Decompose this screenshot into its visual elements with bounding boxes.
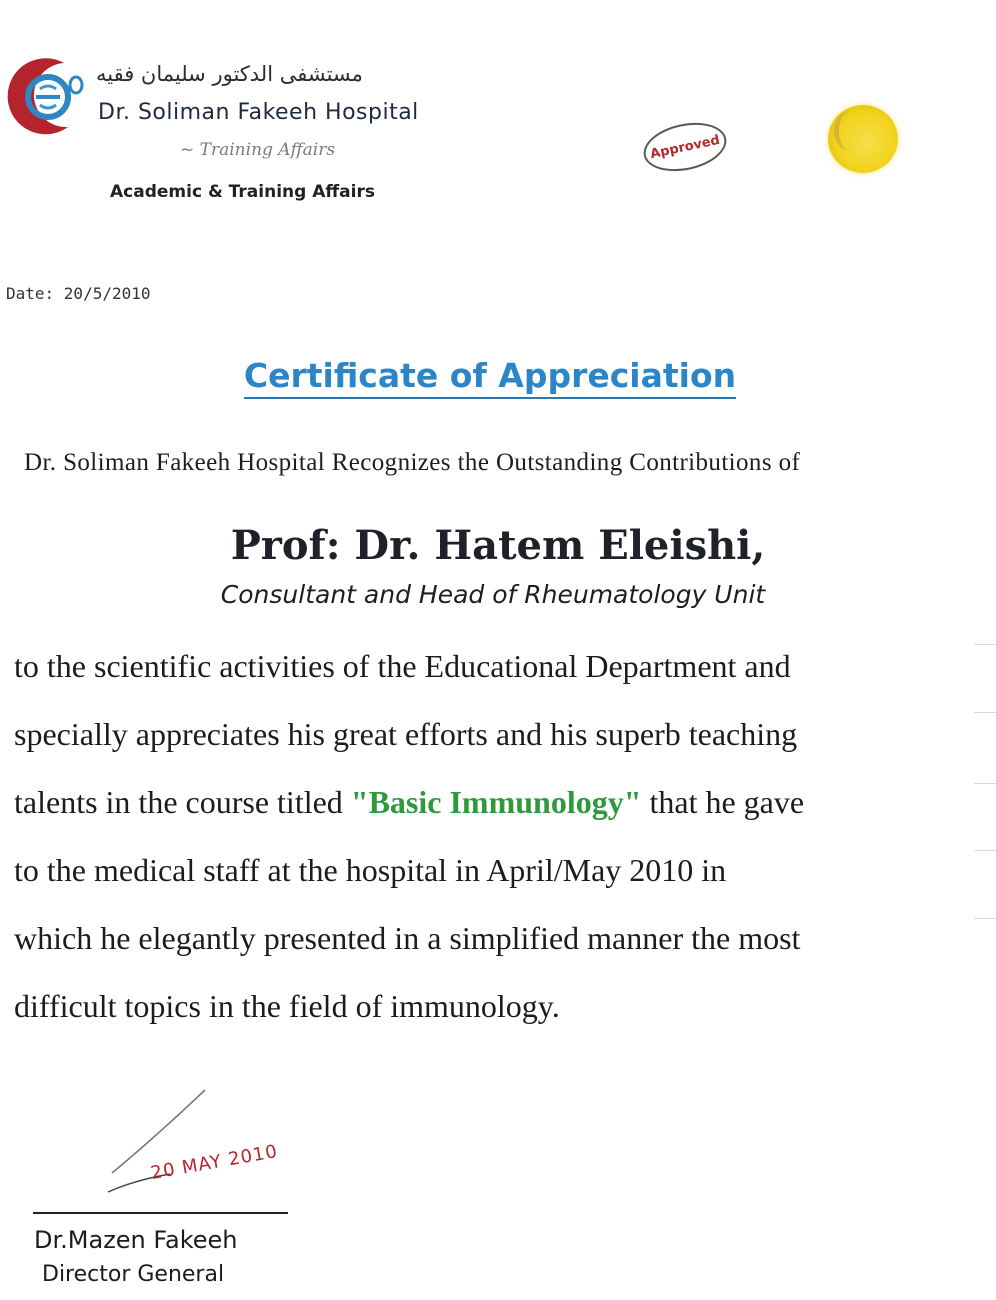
margin-rule <box>974 644 996 645</box>
body-line-4 <box>14 852 978 889</box>
certificate-title-text: Certificate of Appreciation <box>244 356 736 399</box>
body-line-3 <box>14 784 978 821</box>
approval-stamp <box>639 116 731 178</box>
hospital-logo-icon <box>4 55 88 135</box>
hospital-name-english: Dr. Soliman Fakeeh Hospital <box>98 100 419 125</box>
hospital-name-arabic: مستشفى الدكتور سليمان فقيه <box>96 62 363 86</box>
signer-name: Dr.Mazen Fakeeh <box>34 1226 238 1254</box>
body-text: specially appreciates his great efforts and his superb teaching <box>14 716 798 752</box>
body-text: to the medical staff at the hospital in April/May 2010 in <box>14 852 727 888</box>
hospital-logo <box>4 55 88 135</box>
signer-title: Director General <box>42 1262 225 1287</box>
margin-rule <box>974 850 996 851</box>
body-text: to the scientific activities of the Educational Department and <box>14 648 791 684</box>
body-line-1 <box>14 648 978 685</box>
intro-line: Dr. Soliman Fakeeh Hospital Recognizes the Outstanding Contributions of <box>24 449 801 476</box>
gold-seal-icon <box>828 105 898 173</box>
recipient-role: Consultant and Head of Rheumatology Unit <box>220 580 766 609</box>
approval-stamp-text: Approved <box>648 132 722 162</box>
signature-date-stamp: 20 MAY 2010 <box>149 1140 280 1185</box>
body-line-6 <box>14 988 978 1025</box>
margin-rule <box>974 918 996 919</box>
margin-rule <box>974 783 996 784</box>
document-date: Date: 20/5/2010 <box>6 284 151 303</box>
handwritten-note: ~ Training Affairs <box>180 140 336 160</box>
recipient-name: Prof: Dr. Hatem Eleishi, <box>230 522 766 569</box>
department-name: Academic & Training Affairs <box>110 182 375 202</box>
body-line-2 <box>14 716 978 753</box>
course-title: "Basic Immunology" <box>350 784 642 820</box>
body-text: which he elegantly presented in a simplified manner the most <box>14 920 801 956</box>
body-text-segment <box>14 784 804 821</box>
body-text: difficult topics in the field of immunology. <box>14 988 560 1024</box>
signature-line <box>33 1212 288 1214</box>
body-text: that he gave <box>641 784 805 820</box>
margin-rule <box>974 712 996 713</box>
body-line-5 <box>14 920 978 957</box>
body-text: talents in the course titled <box>14 784 351 820</box>
certificate-title <box>0 356 980 395</box>
